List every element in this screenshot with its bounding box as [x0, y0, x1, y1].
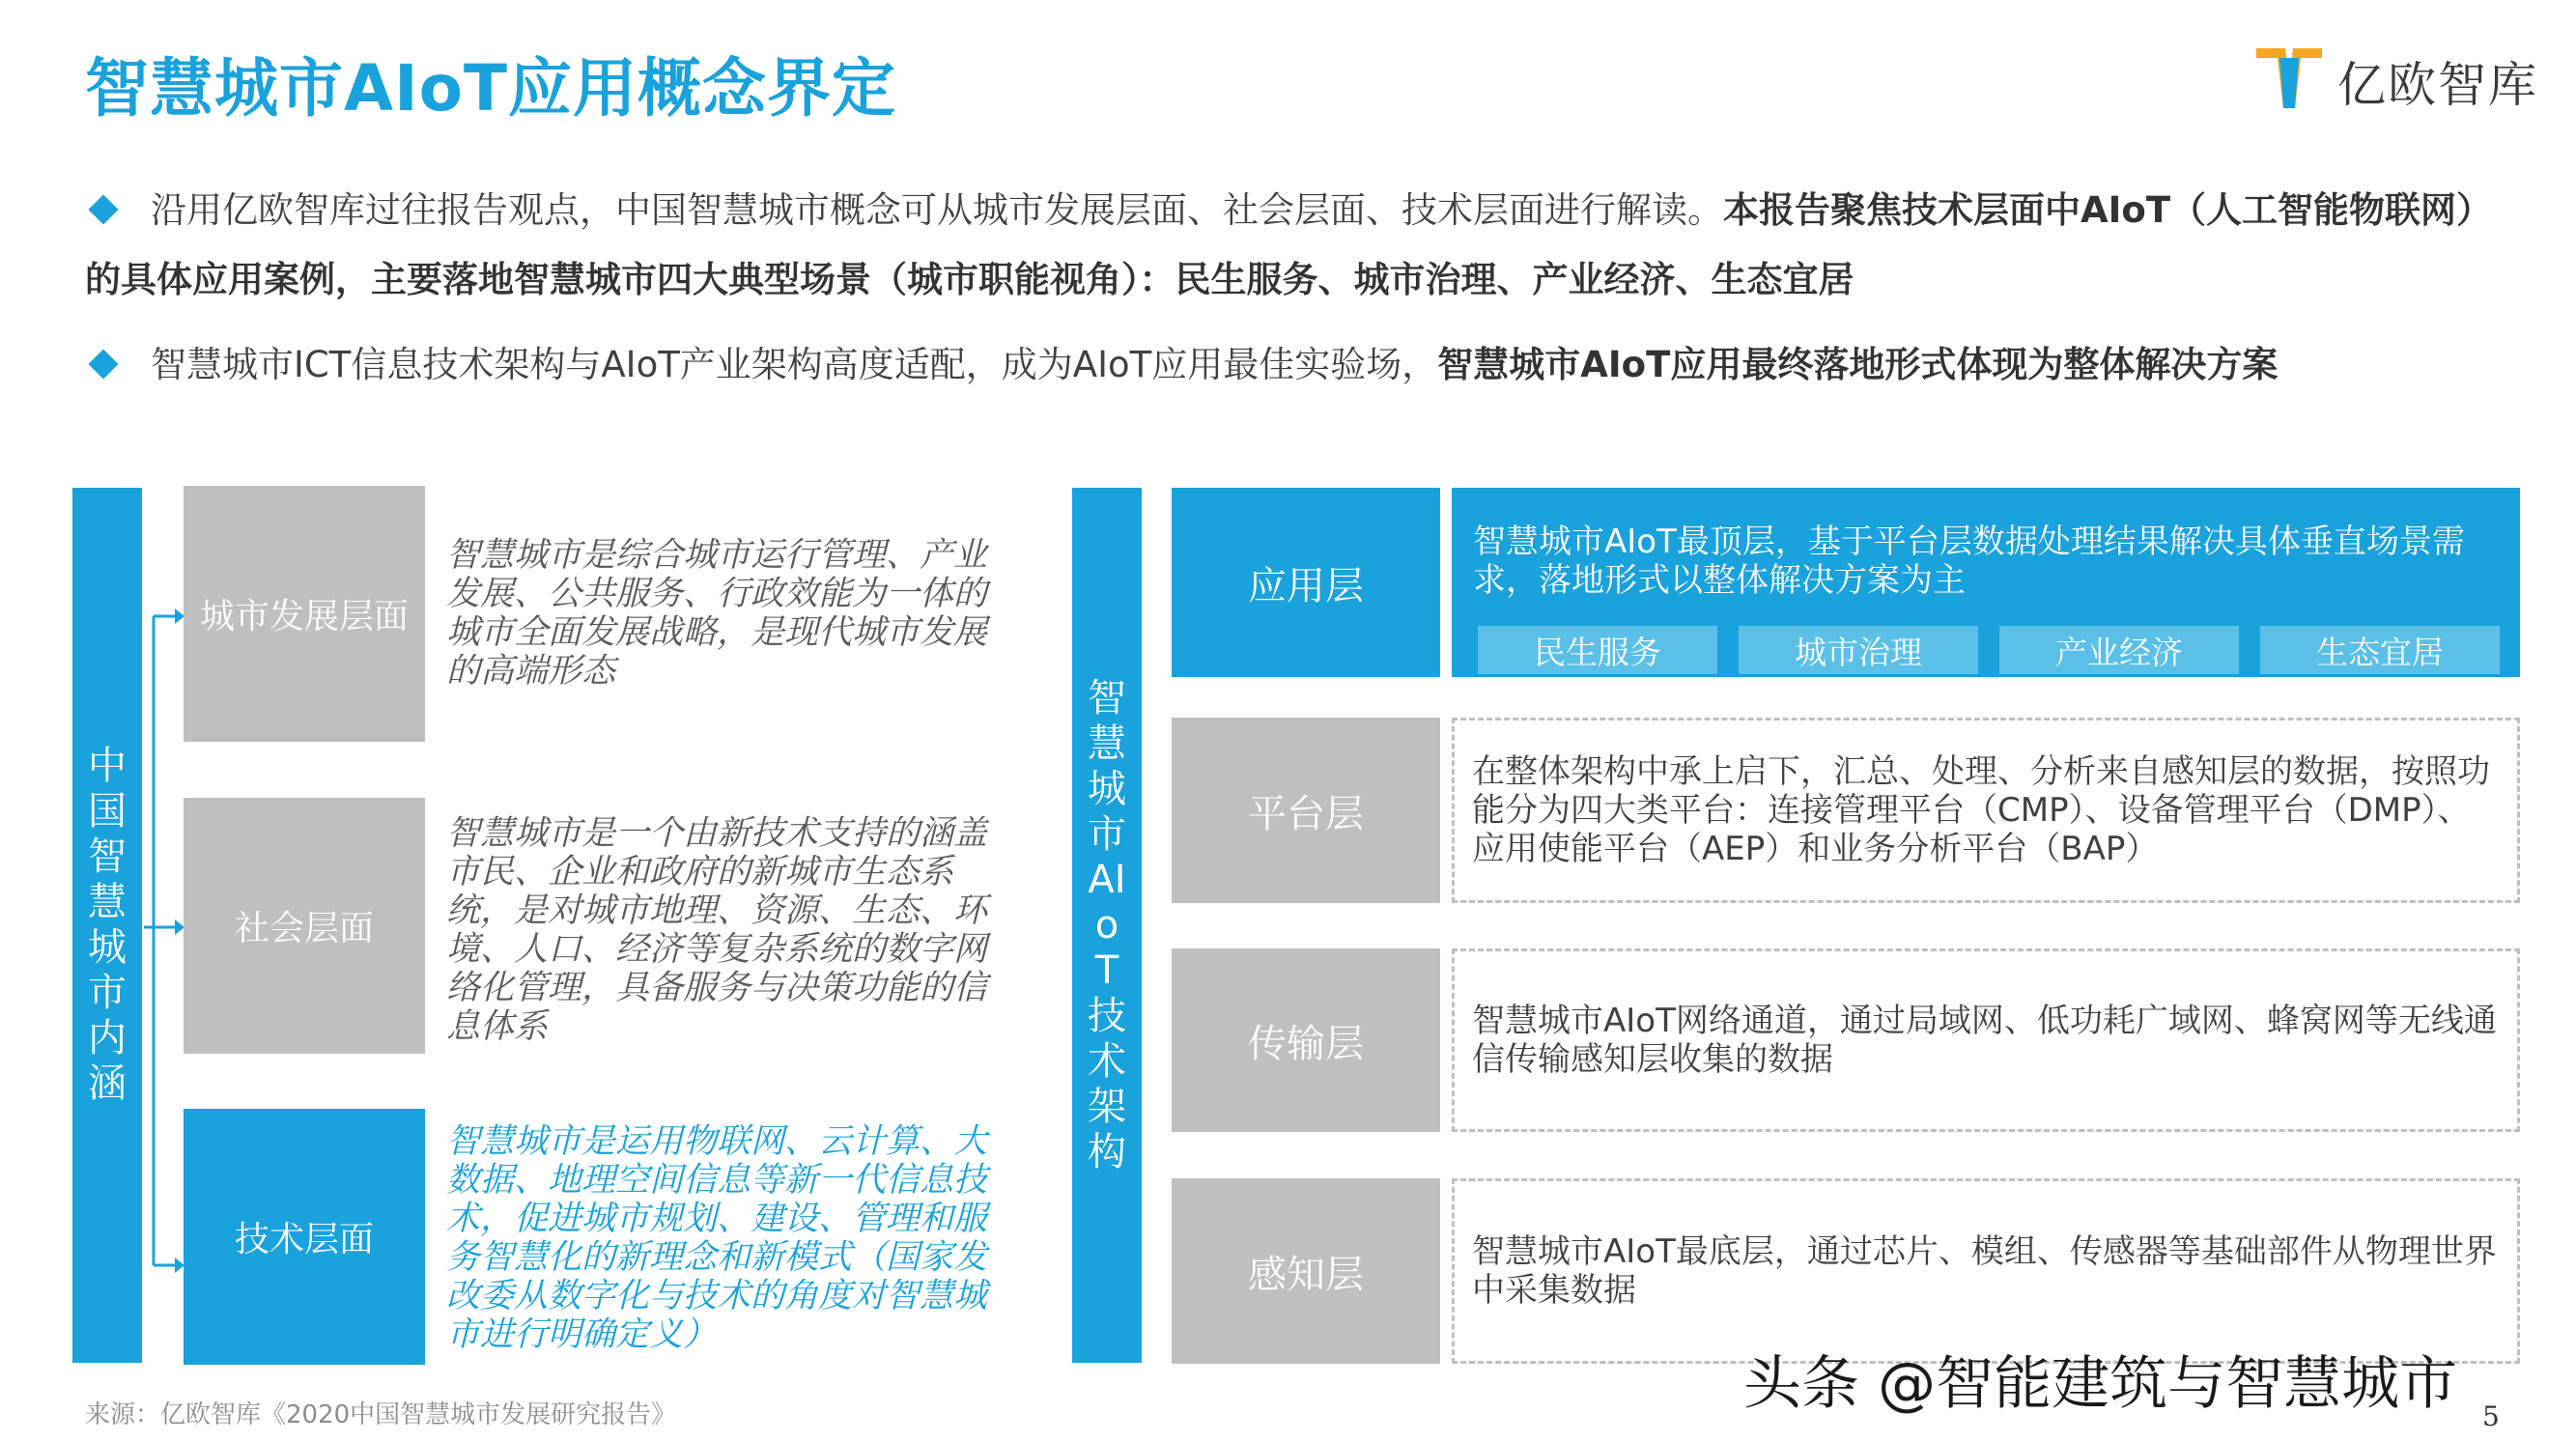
aspect-desc-urban: 智慧城市是综合城市运行管理、产业发展、公共服务、行政效能为一体的城市全面发展战略，是现代城市发展的高端形态	[446, 536, 988, 691]
layer-box-transport: 传输层	[1172, 948, 1440, 1132]
aspect-box-tech: 技术层面	[184, 1109, 425, 1365]
diamond-bullet-icon	[88, 194, 118, 224]
scene-pill: 城市治理	[1739, 626, 1978, 674]
logo	[2250, 39, 2538, 116]
bullet-1	[85, 176, 2519, 315]
layer-desc-application: 智慧城市AIoT最顶层，基于平台层数据处理结果解决具体垂直场景需求，落地形式以整体解决方案为主	[1473, 523, 2465, 600]
layer-desc-platform: 在整体架构中承上启下，汇总、处理、分析来自感知层的数据，按照功能分为四大类平台：连接管理平台（CMP）、设备管理平台（DMP）、应用使能平台（AEP）和业务分析平台（BAP）	[1452, 718, 2520, 903]
page-title: 智慧城市AIoT应用概念界定	[85, 51, 896, 126]
left-vertical-label: 中国智慧城市内涵	[72, 488, 142, 1363]
scene-pill: 民生服务	[1478, 626, 1717, 674]
layer-box-platform: 平台层	[1172, 718, 1440, 903]
layer-box-application: 应用层	[1172, 488, 1440, 677]
aspect-desc-tech: 智慧城市是运用物联网、云计算、大数据、地理空间信息等新一代信息技术，促进城市规划、建设、管理和服务智慧化的新理念和新模式（国家发改委从数字化与技术的角度对智慧城市进行明确定义）	[446, 1122, 988, 1354]
bullet-1-bold: 本报告聚焦技术层面中AIoT（人工智能物联网）的具体应用案例，主要落地智慧城市四大典型场景（城市职能视角）：民生服务、城市治理、产业经济、生态宜居	[85, 189, 2493, 300]
scene-pill: 产业经济	[1999, 626, 2239, 674]
bullet-1-text: 沿用亿欧智库过往报告观点，中国智慧城市概念可从城市发展层面、社会层面、技术层面进行解读。	[151, 189, 1723, 231]
watermark: 头条 @智能建筑与智慧城市	[1743, 1350, 2458, 1418]
layer-desc-transport: 智慧城市AIoT网络通道，通过局域网、低功耗广域网、蜂窝网等无线通信传输感知层收集的数据	[1452, 948, 2520, 1132]
diamond-bullet-icon	[88, 349, 118, 379]
source-note: 来源：亿欧智库《2020中国智慧城市发展研究报告》	[85, 1400, 677, 1429]
aspect-box-social: 社会层面	[184, 798, 425, 1054]
logo-text: 亿欧智库	[2337, 57, 2538, 113]
bullet-2	[85, 330, 2519, 400]
page-number: 5	[2482, 1400, 2500, 1432]
layer-box-perception: 感知层	[1172, 1178, 1440, 1364]
layer-desc-perception: 智慧城市AIoT最底层，通过芯片、模组、传感器等基础部件从物理世界中采集数据	[1452, 1178, 2520, 1364]
logo-icon	[2250, 39, 2328, 116]
bullet-2-text: 智慧城市ICT信息技术架构与AIoT产业架构高度适配，成为AIoT应用最佳实验场，	[151, 344, 1438, 385]
bracket-connector	[142, 599, 185, 1275]
bullet-2-bold: 智慧城市AIoT应用最终落地形式体现为整体解决方案	[1437, 344, 2279, 385]
aspect-box-urban: 城市发展层面	[184, 486, 425, 742]
scene-pill: 生态宜居	[2260, 626, 2500, 674]
right-vertical-label: 智慧城市AIoT技术架构	[1072, 488, 1142, 1363]
aspect-desc-social: 智慧城市是一个由新技术支持的涵盖市民、企业和政府的新城市生态系统，是对城市地理、资源、生态、环境、人口、经济等复杂系统的数字网络化管理，具备服务与决策功能的信息体系	[446, 814, 988, 1046]
